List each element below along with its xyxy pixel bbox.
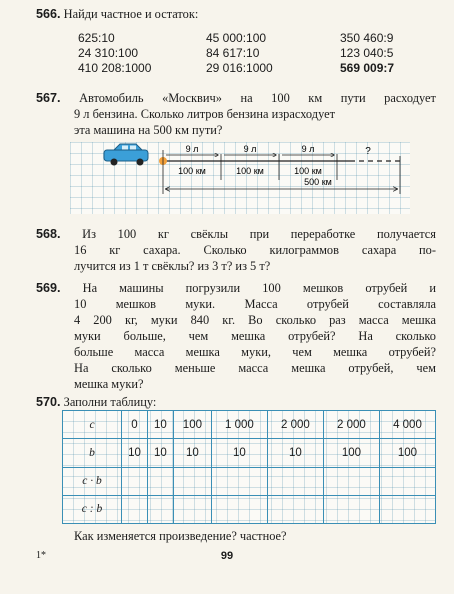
- row-header: b: [63, 439, 122, 467]
- problem-line: 9 л бензина. Сколько литров бензина израсходует: [74, 107, 336, 121]
- problem-number: 566.: [36, 7, 61, 21]
- page-number: 99: [220, 550, 234, 562]
- car-icon: [104, 144, 148, 166]
- table-cell: 1 000: [211, 411, 267, 439]
- table-cell: 10: [147, 439, 173, 467]
- table-row: [63, 411, 436, 439]
- table-cell: [267, 467, 323, 495]
- fuel-label: 9 л: [301, 144, 315, 154]
- exercise-item: 123 040:5: [340, 46, 394, 60]
- problem-line: Автомобиль «Москвич» на 100 км пути расходует: [79, 91, 436, 105]
- exercise-item: 569 009:7: [340, 61, 395, 75]
- exercise-item: 84 617:10: [206, 46, 260, 60]
- table-cell: 4 000: [379, 411, 435, 439]
- row-header: c: [63, 411, 122, 439]
- table-cell: [122, 467, 148, 495]
- table-cell: [173, 495, 211, 523]
- problem-title: Заполни таблицу:: [63, 395, 157, 409]
- problem-line: 4 200 кг, муки 840 кг. Во сколько раз масса мешка: [74, 313, 436, 327]
- table-cell: 10: [267, 439, 323, 467]
- problem-line: муки больше, чем мешка отрубей? На сколько: [74, 329, 436, 343]
- problem-568: [36, 226, 436, 274]
- fill-table: [62, 410, 436, 524]
- distance-label: 100 км: [294, 166, 322, 176]
- row-header: c : b: [63, 495, 122, 523]
- problem-line: больше масса мешка муки, чем мешка отрубей?: [74, 345, 436, 359]
- table-cell: 0: [122, 411, 148, 439]
- table-cell: 10: [211, 439, 267, 467]
- exercise-item: 350 460:9: [340, 31, 394, 45]
- problem-line: 10 мешков муки. Масса отрубей составляла: [74, 297, 436, 311]
- problem-line: На сколько меньше масса мешка отрубей, чем: [74, 361, 436, 375]
- distance-label: 100 км: [236, 166, 264, 176]
- table-cell: 2 000: [323, 411, 379, 439]
- table-row: [63, 439, 436, 467]
- table-cell: [211, 495, 267, 523]
- question-line: Как изменяется произведение? частное?: [74, 529, 287, 543]
- fuel-label: 9 л: [243, 144, 257, 154]
- problem-line: Из 100 кг свёклы при переработке получается: [82, 227, 436, 241]
- exercise-item: 29 016:1000: [206, 61, 273, 75]
- table-row: [63, 467, 436, 495]
- table-cell: [267, 495, 323, 523]
- row-header: c · b: [63, 467, 122, 495]
- table-cell: [122, 495, 148, 523]
- fuel-label: ?: [365, 146, 371, 157]
- problem-567: [36, 90, 436, 138]
- distance-label: 100 км: [178, 166, 206, 176]
- problem-line: мешка муки?: [74, 377, 144, 391]
- table-row: [63, 495, 436, 523]
- table-cell: [147, 495, 173, 523]
- table-cell: [323, 467, 379, 495]
- problem-line: 16 кг сахара. Сколько килограммов сахара по-: [74, 243, 436, 257]
- table-cell: 100: [323, 439, 379, 467]
- problem-number: 568.: [36, 227, 61, 241]
- problem-number: 567.: [36, 91, 61, 105]
- table-cell: [211, 467, 267, 495]
- problem-line: эта машина на 500 км пути?: [74, 123, 223, 137]
- table-cell: 10: [122, 439, 148, 467]
- problem-number: 569.: [36, 281, 61, 295]
- fuel-label: 9 л: [185, 144, 199, 154]
- table-cell: 2 000: [267, 411, 323, 439]
- table-cell: [147, 467, 173, 495]
- table-cell: 10: [147, 411, 173, 439]
- exercise-item: 410 208:1000: [78, 61, 152, 75]
- table-cell: [173, 467, 211, 495]
- footer-mark: 1*: [36, 550, 46, 561]
- table-cell: 10: [173, 439, 211, 467]
- total-label: 500 км: [304, 177, 332, 187]
- table-cell: [379, 467, 435, 495]
- exercise-item: 625:10: [78, 31, 115, 45]
- problem-566: [36, 6, 436, 22]
- exercise-item: 24 310:100: [78, 46, 139, 60]
- table-question: [36, 528, 436, 544]
- diagram: [70, 142, 410, 214]
- problem-569: [36, 280, 436, 392]
- problem-570: [36, 394, 436, 410]
- problem-title: Найди частное и остаток:: [63, 7, 199, 21]
- problem-line: На машины погрузили 100 мешков отрубей и: [82, 281, 436, 295]
- table-cell: [379, 495, 435, 523]
- exercise-item: 45 000:100: [206, 31, 267, 45]
- table-cell: 100: [173, 411, 211, 439]
- problem-line: лучится из 1 т свёклы? из 3 т? из 5 т?: [74, 259, 271, 273]
- problem-number: 570.: [36, 395, 61, 409]
- table-cell: [323, 495, 379, 523]
- table-cell: 100: [379, 439, 435, 467]
